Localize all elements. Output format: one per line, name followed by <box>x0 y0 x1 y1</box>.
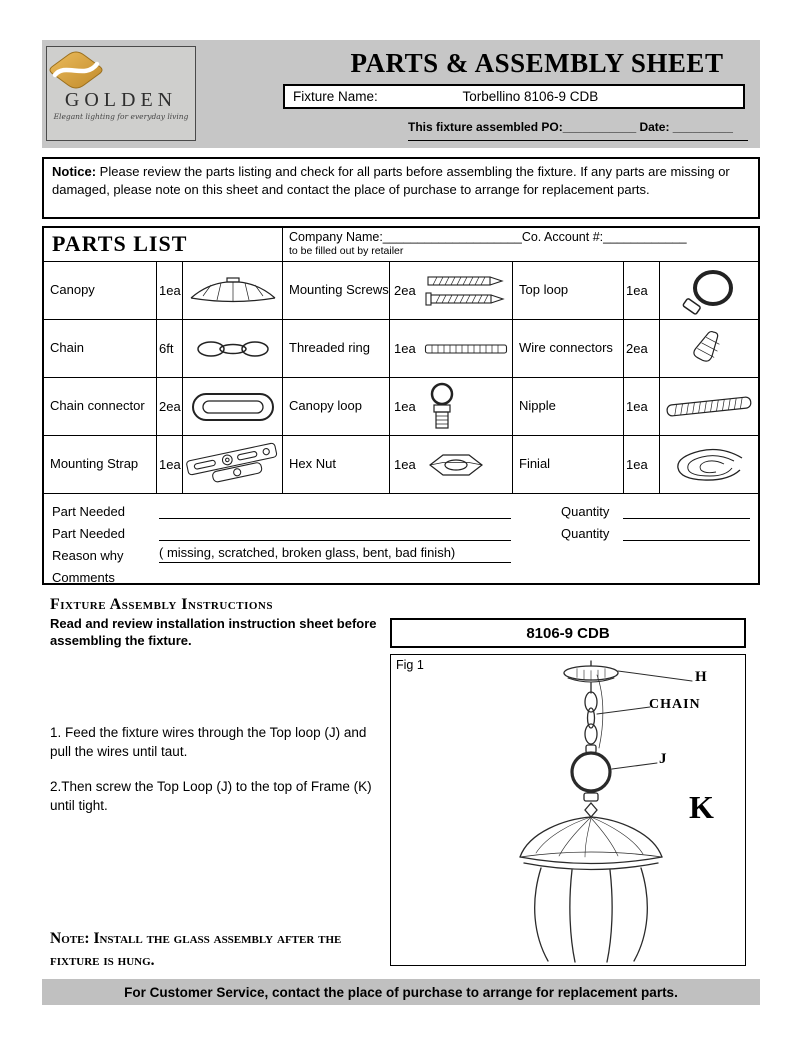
quantity-blank-line <box>623 504 750 519</box>
golden-lighting-logo <box>46 46 196 141</box>
part-name: Wire connectors <box>513 320 624 378</box>
part-name: Mounting Strap <box>44 436 157 494</box>
part-name: Mounting Screws <box>283 262 390 320</box>
wire-connector-icon <box>660 320 758 378</box>
part-qty-icon-cell <box>390 436 513 494</box>
part-qty: 1ea <box>157 262 183 320</box>
assembly-instructions-header <box>50 596 390 650</box>
diagram-label-h: H <box>695 669 707 685</box>
quantity-label: Quantity <box>561 504 610 519</box>
parts-list-section <box>42 226 760 585</box>
header-band <box>42 40 760 148</box>
part-qty: 1ea <box>394 457 416 472</box>
part-needed-label: Part Needed <box>52 504 125 519</box>
part-needed-label: Part Needed <box>52 526 125 541</box>
replacement-claim-area <box>44 494 758 585</box>
part-qty: 2ea <box>394 283 416 298</box>
part-qty: 2ea <box>624 320 660 378</box>
part-qty: 1ea <box>394 399 416 414</box>
company-name-line: Company Name:____________________Co. Account #:____________ <box>289 230 687 244</box>
logo-wordmark: GOLDEN <box>64 89 178 111</box>
notice-label: Notice: <box>52 164 97 179</box>
comments-row <box>52 567 750 585</box>
notice-text: Please review the parts listing and check for all parts before assembling the fixture. If any parts are missing or damaged, please note on this sheet and contact the place of purchase to arrange for replacement parts. <box>52 164 730 197</box>
canopy-icon <box>183 262 283 320</box>
part-name: Chain <box>44 320 157 378</box>
part-name: Top loop <box>513 262 624 320</box>
comments-label: Comments <box>52 570 115 585</box>
parts-list-header <box>44 228 758 262</box>
golden-diamond-icon <box>47 50 105 90</box>
quantity-label: Quantity <box>561 526 610 541</box>
assembly-instructions-title: Fixture Assembly Instructions <box>50 596 273 613</box>
fixture-name-box <box>283 84 745 109</box>
customer-service-footer: For Customer Service, contact the place of purchase to arrange for replacement parts. <box>42 979 760 1005</box>
nipple-icon <box>660 378 758 436</box>
assembly-step-1: 1. Feed the fixture wires through the Top loop (J) and pull the wires until taut. <box>50 725 367 759</box>
part-qty-icon-cell <box>390 320 513 378</box>
glass-assembly-note: Note: Install the glass assembly after the fixture is hung. <box>50 930 342 970</box>
assembly-instructions-intro: Read and review installation instruction sheet before assembling the fixture. <box>50 616 377 648</box>
page-title: PARTS & ASSEMBLY SHEET <box>350 48 724 78</box>
diagram-label-chain: CHAIN <box>649 697 701 712</box>
figure-label: Fig 1 <box>396 658 424 672</box>
diagram-label-j: J <box>659 751 667 767</box>
assembly-step-2: 2.Then screw the Top Loop (J) to the top of Frame (K) until tight. <box>50 779 372 813</box>
part-qty-icon-cell <box>390 378 513 436</box>
logo-tagline: Elegant lighting for everyday living <box>53 112 189 121</box>
part-name: Canopy loop <box>283 378 390 436</box>
top-loop-icon <box>660 262 758 320</box>
part-qty: 1ea <box>624 262 660 320</box>
part-qty: 2ea <box>157 378 183 436</box>
diagram-label-k: K <box>689 789 714 825</box>
fixture-name-value: Torbellino 8106-9 CDB <box>462 89 599 104</box>
reason-why-label: Reason why <box>52 548 124 563</box>
reason-hint: ( missing, scratched, broken glass, bent, bad finish) <box>159 545 511 563</box>
assembled-po-date-line: This fixture assembled PO:___________ Date: _________ <box>408 120 748 141</box>
fixture-name-label: Fixture Name: <box>293 89 378 104</box>
part-needed-row <box>52 523 750 541</box>
part-needed-blank-line <box>159 504 511 519</box>
part-name: Nipple <box>513 378 624 436</box>
part-name: Canopy <box>44 262 157 320</box>
part-name: Finial <box>513 436 624 494</box>
hex-nut-icon <box>424 450 488 480</box>
part-name: Chain connector <box>44 378 157 436</box>
reason-row <box>52 545 750 563</box>
mounting-screws-icon <box>424 274 512 308</box>
part-qty: 1ea <box>157 436 183 494</box>
mounting-strap-icon <box>183 436 283 494</box>
part-qty-icon-cell <box>390 262 513 320</box>
company-area <box>283 228 758 261</box>
part-qty: 1ea <box>624 378 660 436</box>
chain-icon <box>183 320 283 378</box>
part-qty: 1ea <box>624 436 660 494</box>
part-name: Hex Nut <box>283 436 390 494</box>
chain-connector-icon <box>183 378 283 436</box>
threaded-ring-icon <box>424 342 508 356</box>
part-qty: 1ea <box>394 341 416 356</box>
part-qty: 6ft <box>157 320 183 378</box>
canopy-loop-icon <box>424 381 460 433</box>
part-needed-row <box>52 501 750 519</box>
figure-box <box>390 654 746 966</box>
parts-list-title: PARTS LIST <box>44 228 283 261</box>
notice-box <box>42 157 760 219</box>
retailer-note: to be filled out by retailer <box>289 245 404 257</box>
parts-table <box>44 262 758 494</box>
part-needed-blank-line <box>159 526 511 541</box>
quantity-blank-line <box>623 526 750 541</box>
model-number-box: 8106-9 CDB <box>390 618 746 648</box>
finial-icon <box>660 436 758 494</box>
part-name: Threaded ring <box>283 320 390 378</box>
